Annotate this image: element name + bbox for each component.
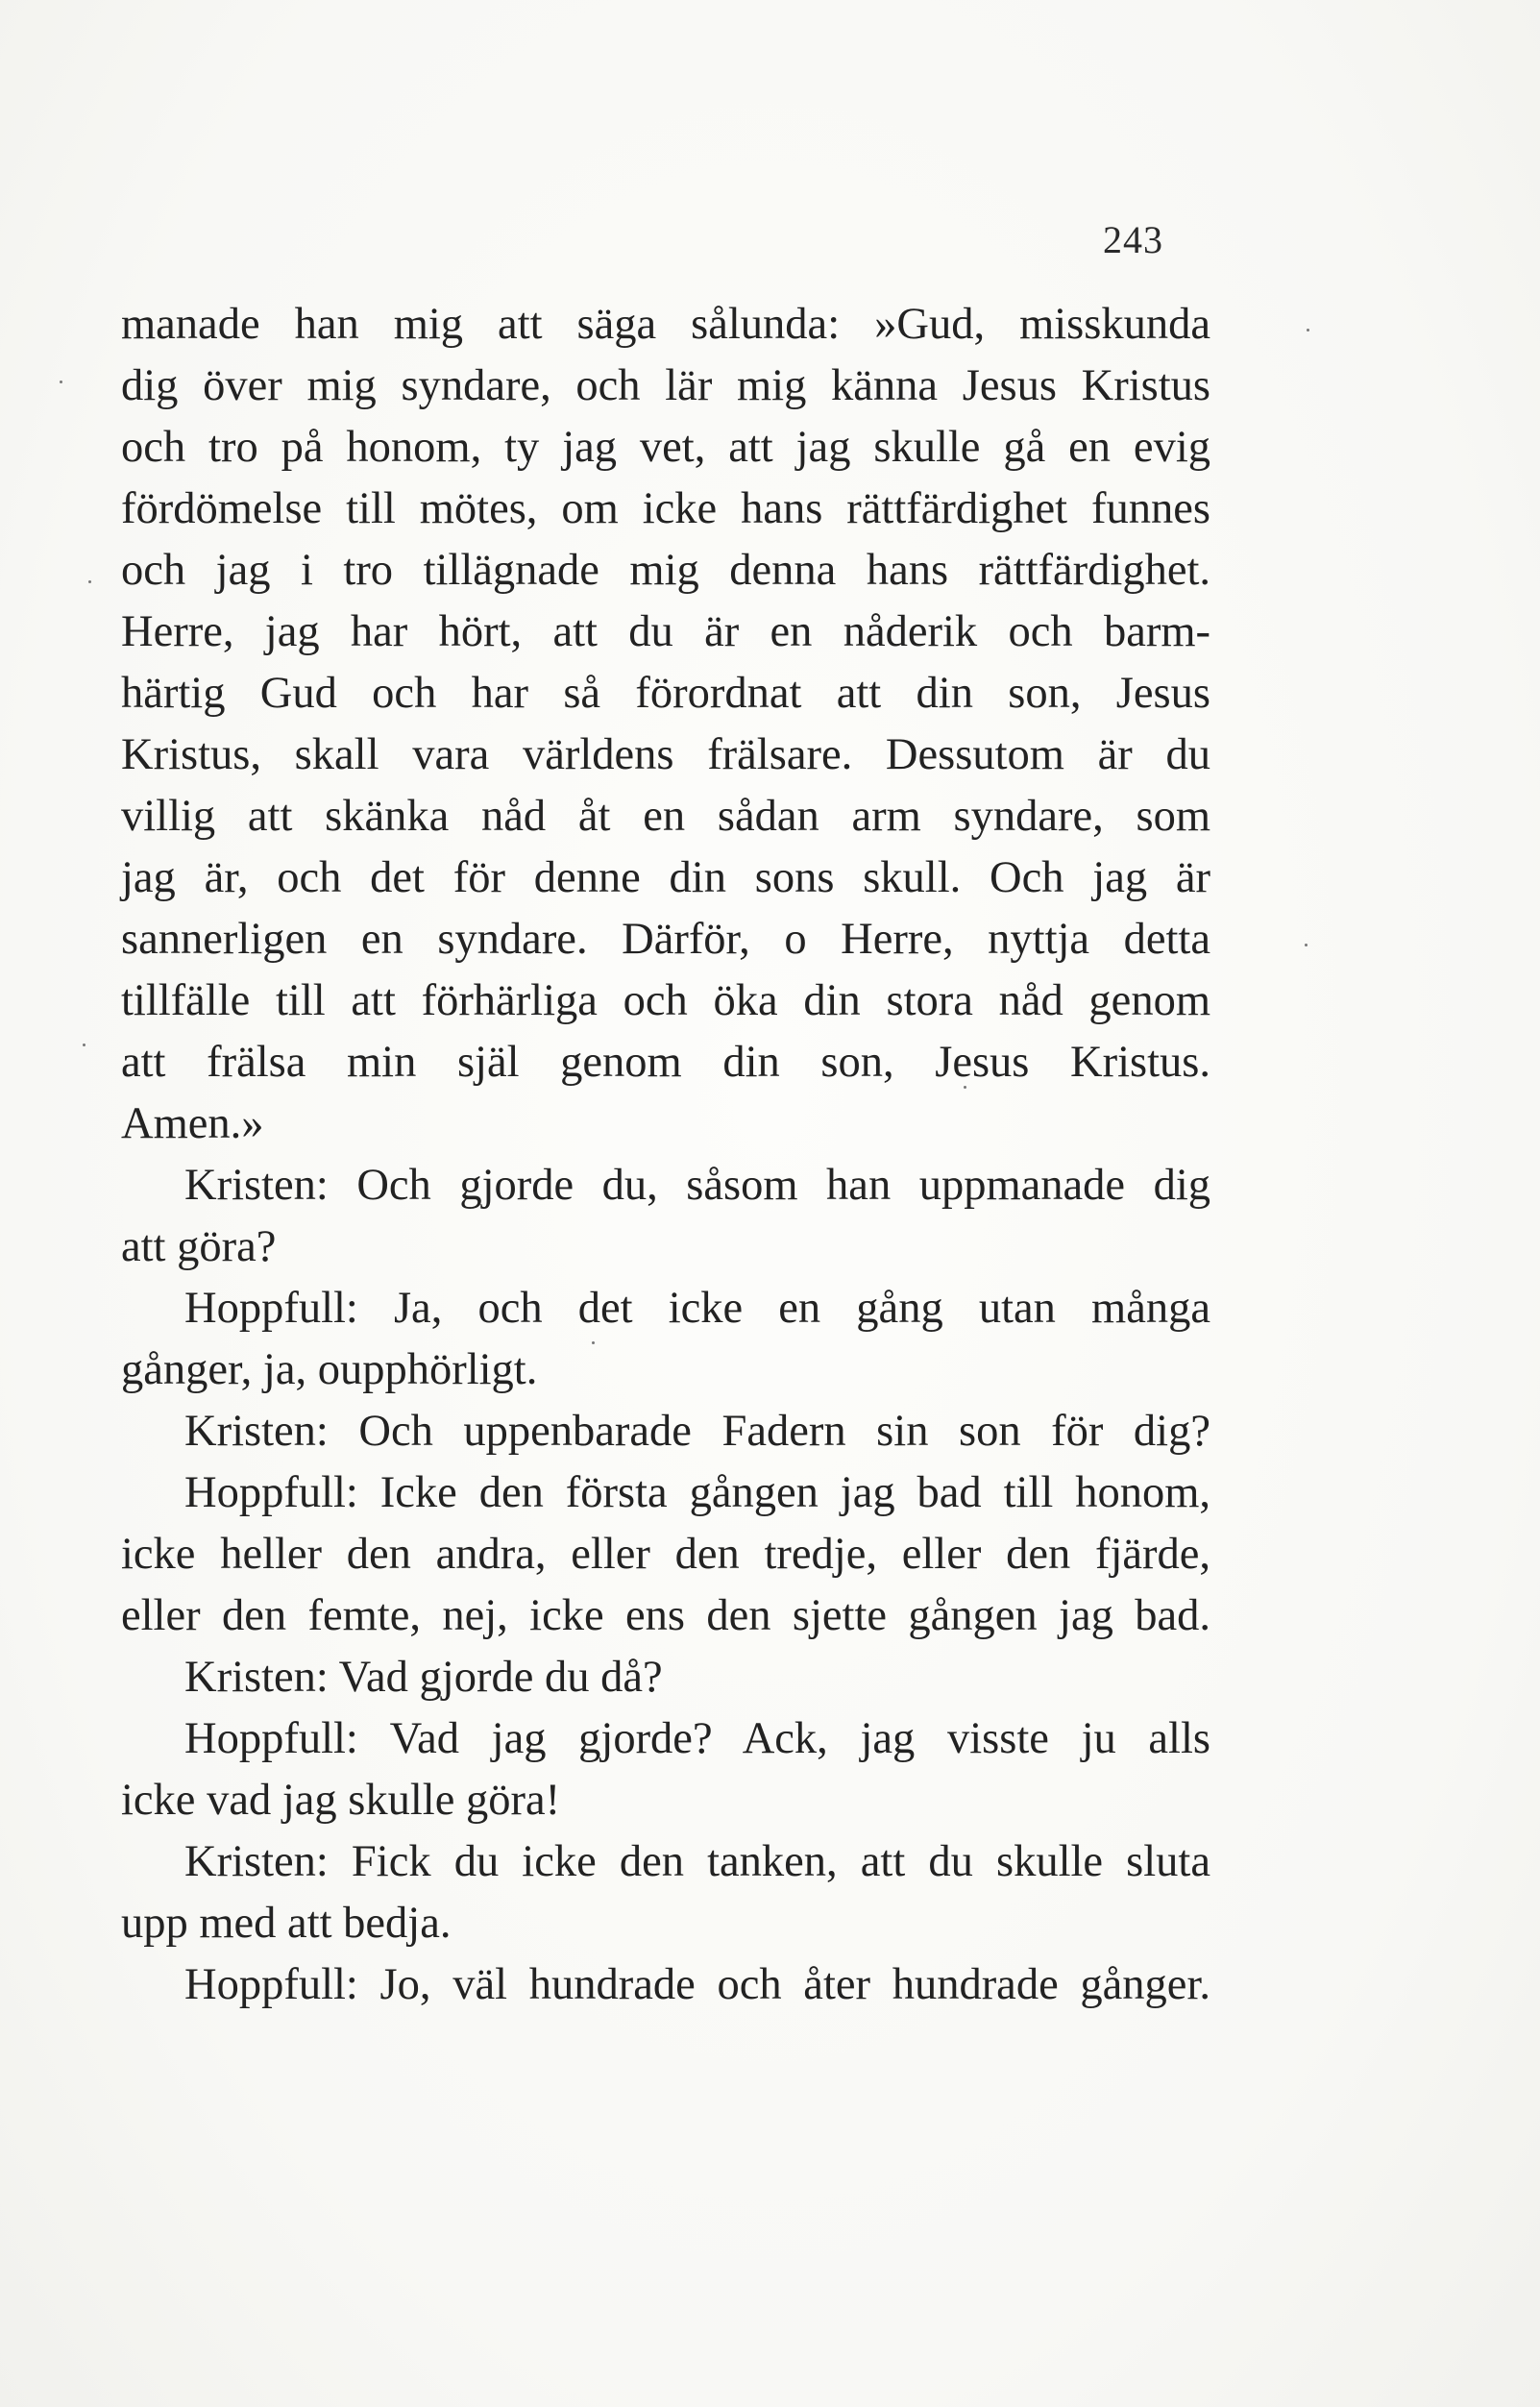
print-speck	[83, 1044, 86, 1046]
page-number: 243	[1103, 218, 1163, 261]
text-line: fördömelse till mötes, om icke hans rättfärdighet funnes	[121, 484, 1210, 533]
print-speck	[1307, 329, 1309, 332]
text-line: sannerligen en syndare. Därför, o Herre, nyttja detta	[121, 915, 1210, 964]
dialogue-line: Hoppfull: Icke den första gången jag bad till honom,	[184, 1468, 1210, 1517]
print-speck	[60, 381, 62, 383]
text-line: och tro på honom, ty jag vet, att jag skulle gå en evig	[121, 423, 1210, 472]
body-text	[121, 294, 1210, 2016]
text-line: Amen.»	[121, 1099, 264, 1148]
text-line: att göra?	[121, 1222, 277, 1271]
dialogue-line: Kristen: Vad gjorde du då?	[184, 1653, 663, 1702]
dialogue-line: Hoppfull: Jo, väl hundrade och åter hundrade gånger.	[184, 1960, 1210, 2009]
text-line: tillfälle till att förhärliga och öka din stora nåd genom	[121, 976, 1210, 1025]
print-speck	[1305, 944, 1308, 946]
text-line: gånger, ja, oupphörligt.	[121, 1345, 538, 1394]
text-line: dig över mig syndare, och lär mig känna Jesus Kristus	[121, 361, 1210, 410]
text-line: Kristus, skall vara världens frälsare. Dessutom är du	[121, 730, 1210, 779]
text-line: eller den femte, nej, icke ens den sjette gången jag bad.	[121, 1591, 1210, 1640]
text-line: upp med att bedja.	[121, 1899, 452, 1948]
dialogue-line: Kristen: Och uppenbarade Fadern sin son för dig?	[184, 1407, 1210, 1456]
text-line: jag är, och det för denne din sons skull. Och jag är	[121, 853, 1210, 902]
dialogue-line: Hoppfull: Vad jag gjorde? Ack, jag visste ju alls	[184, 1714, 1210, 1763]
print-speck	[88, 580, 91, 583]
text-line: icke vad jag skulle göra!	[121, 1776, 561, 1825]
text-line: icke heller den andra, eller den tredje, eller den fjärde,	[121, 1530, 1210, 1579]
text-line: och jag i tro tillägnade mig denna hans rättfärdighet.	[121, 546, 1210, 595]
text-line: villig att skänka nåd åt en sådan arm syndare, som	[121, 792, 1210, 841]
text-line: härtig Gud och har så förordnat att din son, Jesus	[121, 669, 1210, 718]
dialogue-line: Kristen: Fick du icke den tanken, att du skulle sluta	[184, 1837, 1210, 1886]
dialogue-line: Kristen: Och gjorde du, såsom han uppmanade dig	[184, 1161, 1210, 1210]
dialogue-line: Hoppfull: Ja, och det icke en gång utan många	[184, 1284, 1210, 1333]
text-line: att frälsa min själ genom din son, Jesus Kristus.	[121, 1038, 1210, 1087]
text-line: manade han mig att säga sålunda: »Gud, misskunda	[121, 300, 1210, 349]
text-line: Herre, jag har hört, att du är en nåderik och barm-	[121, 607, 1210, 656]
